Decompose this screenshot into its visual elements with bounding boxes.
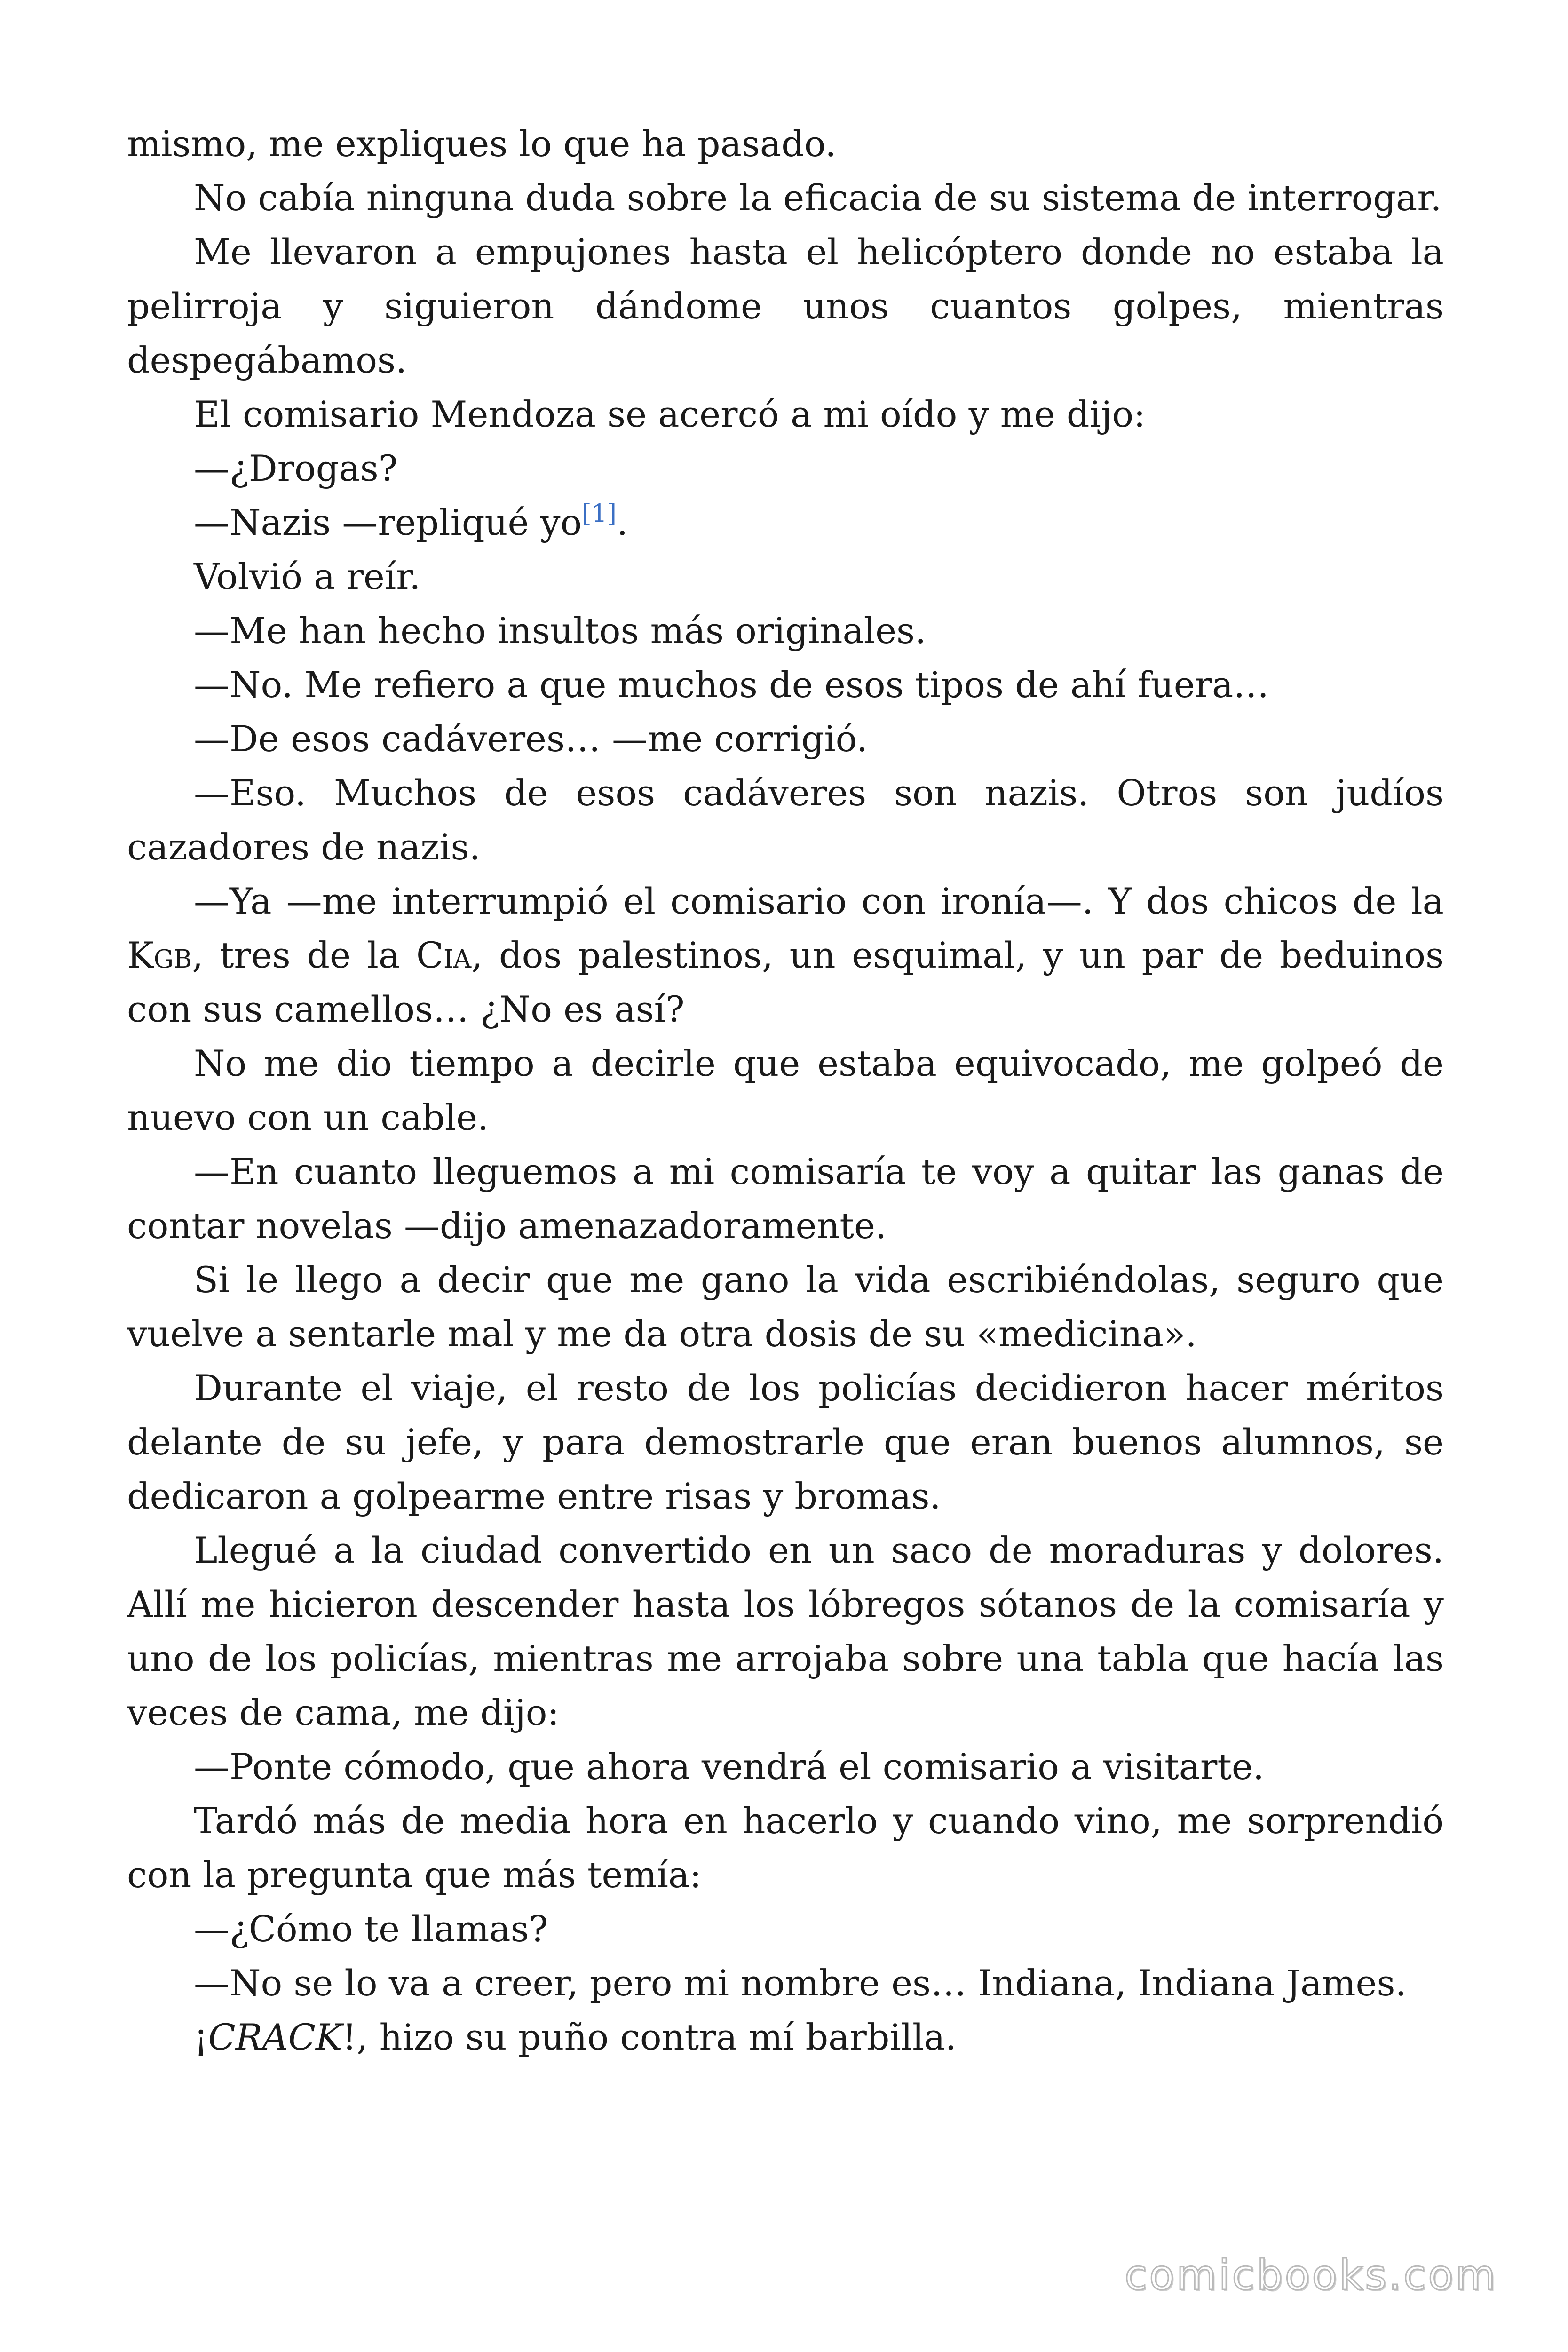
- paragraph: Durante el viaje, el resto de los policías decidieron hacer méritos delante de su jefe, y para demostrarle que eran buenos alumnos, se dedicaron a golpearme entre risas y bromas.: [127, 1367, 1444, 1517]
- onomatopoeia: CRACK: [208, 2016, 342, 2058]
- acronym-cia: Cia: [416, 934, 472, 976]
- dialogue-line: —¿Cómo te llamas?: [194, 1908, 548, 1950]
- dialogue-line: [127, 495, 1444, 549]
- paragraph-text: ¡: [194, 2016, 208, 2058]
- dialogue-line: —No. Me refiero a que muchos de esos tipos de ahí fuera…: [194, 664, 1269, 706]
- paragraph: Volvió a reír.: [194, 556, 421, 597]
- dialogue-text: .: [616, 501, 628, 543]
- paragraph: [127, 2010, 1444, 2064]
- watermark: comicbooks.com: [1124, 2251, 1497, 2299]
- paragraph: No cabía ninguna duda sobre la eficacia de su sistema de interrogar.: [194, 177, 1442, 219]
- paragraph: Me llevaron a empujones hasta el helicóptero donde no estaba la pelirroja y siguieron dándome unos cuantos golpes, mientras despegábamos.: [127, 231, 1444, 381]
- paragraph: Tardó más de media hora en hacerlo y cuando vino, me sorprendió con la pregunta que más temía:: [127, 1800, 1444, 1896]
- book-page-text: [127, 117, 1444, 2064]
- dialogue-text: , dos palestinos, un esquimal, y un par de beduinos con sus camellos… ¿No es así?: [127, 934, 1444, 1030]
- paragraph-text: !, hizo su puño contra mí barbilla.: [342, 2016, 957, 2058]
- dialogue-text: —Nazis —repliqué yo: [194, 501, 582, 543]
- dialogue-line: [127, 874, 1444, 1036]
- dialogue-line: —Me han hecho insultos más originales.: [194, 610, 927, 652]
- paragraph: No me dio tiempo a decirle que estaba equivocado, me golpeó de nuevo con un cable.: [127, 1042, 1444, 1138]
- paragraph: mismo, me expliques lo que ha pasado.: [127, 123, 837, 165]
- footnote-link[interactable]: [1]: [582, 500, 617, 528]
- dialogue-line: —¿Drogas?: [194, 447, 398, 489]
- dialogue-text: , tres de la: [192, 934, 416, 976]
- dialogue-line: —En cuanto lleguemos a mi comisaría te voy a quitar las ganas de contar novelas —dijo amenazadoramente.: [127, 1151, 1444, 1247]
- acronym-kgb: Kgb: [127, 934, 192, 976]
- paragraph: Si le llego a decir que me gano la vida escribiéndolas, seguro que vuelve a sentarle mal y me da otra dosis de su «medicina».: [127, 1259, 1444, 1355]
- paragraph: El comisario Mendoza se acercó a mi oído y me dijo:: [194, 393, 1146, 435]
- dialogue-line: —No se lo va a creer, pero mi nombre es… Indiana, Indiana James.: [194, 1962, 1407, 2004]
- dialogue-line: —Eso. Muchos de esos cadáveres son nazis. Otros son judíos cazadores de nazis.: [127, 772, 1444, 868]
- dialogue-line: —De esos cadáveres… —me corrigió.: [194, 718, 868, 760]
- dialogue-line: —Ponte cómodo, que ahora vendrá el comisario a visitarte.: [194, 1746, 1265, 1788]
- paragraph: Llegué a la ciudad convertido en un saco de moraduras y dolores. Allí me hicieron descender hasta los lóbregos sótanos de la comisaría y uno de los policías, mientras me arrojaba sobre una tabla que hacía las veces de cama, me dijo:: [127, 1529, 1444, 1733]
- dialogue-text: —Ya —me interrumpió el comisario con ironía—. Y dos chicos de la: [194, 880, 1444, 922]
